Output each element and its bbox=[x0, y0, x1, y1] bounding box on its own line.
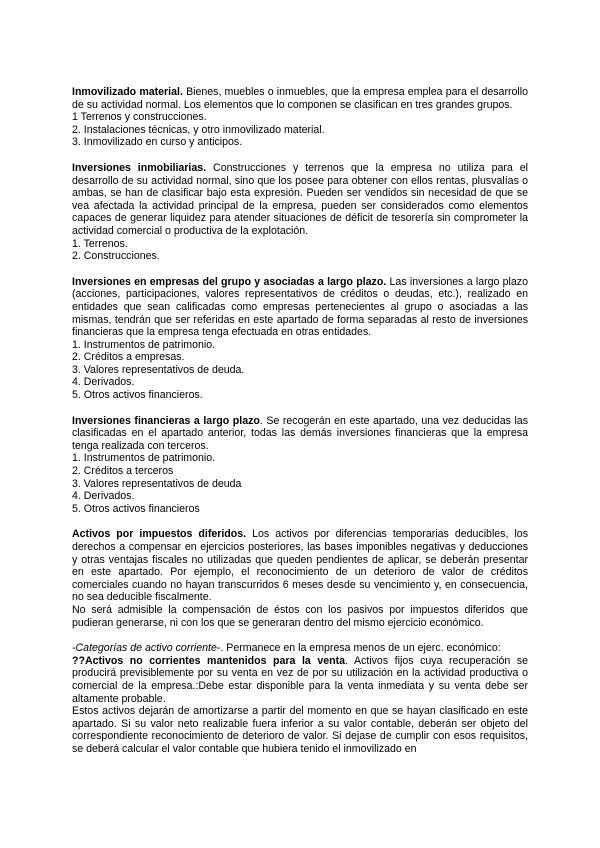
list-item: 3. Valores representativos de deuda bbox=[72, 477, 242, 490]
list-item: 1 Terrenos y construcciones. bbox=[72, 111, 207, 124]
section-inversiones-financieras bbox=[72, 415, 528, 516]
item-list bbox=[72, 452, 528, 515]
paragraph bbox=[72, 162, 528, 238]
list-item: 1. Instrumentos de patrimonio. bbox=[72, 452, 216, 465]
paragraph bbox=[72, 86, 528, 111]
item-list bbox=[72, 238, 528, 263]
list-item: 5. Otros activos financieros bbox=[72, 502, 200, 515]
section-heading: Inmovilizado material. bbox=[72, 86, 183, 98]
item-list bbox=[72, 111, 528, 149]
section-text: . Se recogerán en este apartado, una vez deducidas las clasificadas en el apartado anterior, todas las demás inversiones financieras que la empresa tenga realizada con terceros. bbox=[72, 414, 528, 452]
category-text: . Permanece en la empresa menos de un ejerc. económico: bbox=[220, 642, 501, 655]
item-list bbox=[72, 339, 528, 402]
list-item: 4. Derivados. bbox=[72, 490, 135, 503]
list-item: 2. Instalaciones técnicas, y otro inmovilizado material. bbox=[72, 123, 325, 136]
paragraph bbox=[72, 528, 528, 604]
section-inmovilizado-material bbox=[72, 86, 528, 149]
section-heading: Inversiones en empresas del grupo y asociadas a largo plazo. bbox=[72, 275, 387, 288]
section-heading: Inversiones inmobiliarias. bbox=[72, 161, 207, 174]
list-item: 1. Terrenos. bbox=[72, 237, 128, 250]
list-item: 5. Otros activos financieros. bbox=[72, 389, 203, 402]
paragraph-extra: Estos activos dejarán de amortizarse a partir del momento en que se hayan clasificado en este apartado. Si su valor neto realizable fuera inferior a su valor contable, deberán ser objeto del correspondiente reconocimiento de deterioro de valor. Si dejase de cumplir con esos requisitos, se deberá calcular el valor contable que hubiera tenido el inmovilizado en bbox=[72, 705, 528, 755]
list-item: 3. Inmovilizado en curso y anticipos. bbox=[72, 136, 243, 149]
section-text: . Activos fijos cuya recuperación se producirá previsiblemente por su venta en vez de por su utilización en la actividad productiva o comercial de la empresa.:Debe estar disponible para la venta inmediata y su venta debe ser altamente probable. bbox=[72, 654, 529, 705]
list-item: 2. Construcciones. bbox=[72, 250, 160, 263]
paragraph-extra: No será admisible la compensación de éstos con los pasivos por impuestos diferidos que pudieran generarse, ni con los que se generaran dentro del mismo ejercicio económico. bbox=[72, 603, 528, 629]
section-text: Bienes, muebles o inmuebles, que la empresa emplea para el desarrollo de su actividad normal. Los elementos que lo componen se clasifican en tres grandes grupos. bbox=[72, 86, 528, 111]
section-heading: ??Activos no corrientes mantenidos para la venta bbox=[72, 654, 346, 667]
paragraph bbox=[72, 276, 528, 339]
list-item: 1. Instrumentos de patrimonio. bbox=[72, 338, 216, 351]
paragraph bbox=[72, 655, 528, 705]
section-activos-impuestos-diferidos bbox=[72, 528, 528, 629]
section-heading: Inversiones financieras a largo plazo bbox=[72, 414, 260, 427]
section-text: Los activos por diferencias temporarias deducibles, los derechos a compensar en ejercicios posteriores, las bases imponibles negativas y deducciones y otras ventajas fiscales no utilizadas que queden pendientes de aplicar, se deberán presentar en este apartado. Por ejemplo, el reconocimiento de un deterioro de valor de créditos comerciales cuando no hayan transcurridos 6 meses desde su vencimiento y, en consecuencia, no sea deducible fiscalmente. bbox=[72, 528, 528, 604]
category-title: -Categorías de activo corriente- bbox=[72, 642, 221, 655]
list-item: 3. Valores representativos de deuda. bbox=[72, 363, 245, 376]
list-item: 2. Créditos a empresas. bbox=[72, 351, 185, 364]
section-activo-corriente bbox=[72, 642, 528, 755]
section-text: Las inversiones a largo plazo (acciones, participaciones, valores representativos de créditos o deudas, etc.), realizado en entidades que sean calificadas como empresas pertenecientes al grupo o asociadas a las mismas, tendrán que ser referidas en este apartado de forma separadas al resto de inversiones financieras que la empresa tenga efectuada en otras entidades. bbox=[72, 275, 528, 339]
section-inversiones-empresas-grupo bbox=[72, 276, 528, 402]
list-item: 4. Derivados. bbox=[72, 376, 135, 389]
section-text: Construcciones y terrenos que la empresa no utiliza para el desarrollo de su actividad normal, sino que los posee para obtener con ellos rentas, plusvalías o ambas, se han de clasificar bajo esta expresión. Pueden ser vendidos sin necesidad de que se vea afectada la actividad principal de la empresa, pueden ser considerados como elementos capaces de generar liquidez para atender situaciones de déficit de tesorería sin comprometer la actividad comercial o productiva de la explotación. bbox=[72, 161, 528, 237]
list-item: 2. Créditos a terceros bbox=[72, 465, 174, 478]
section-heading: Activos por impuestos diferidos. bbox=[72, 528, 247, 541]
section-inversiones-inmobiliarias bbox=[72, 162, 528, 263]
category-line bbox=[72, 642, 528, 655]
paragraph bbox=[72, 415, 528, 453]
